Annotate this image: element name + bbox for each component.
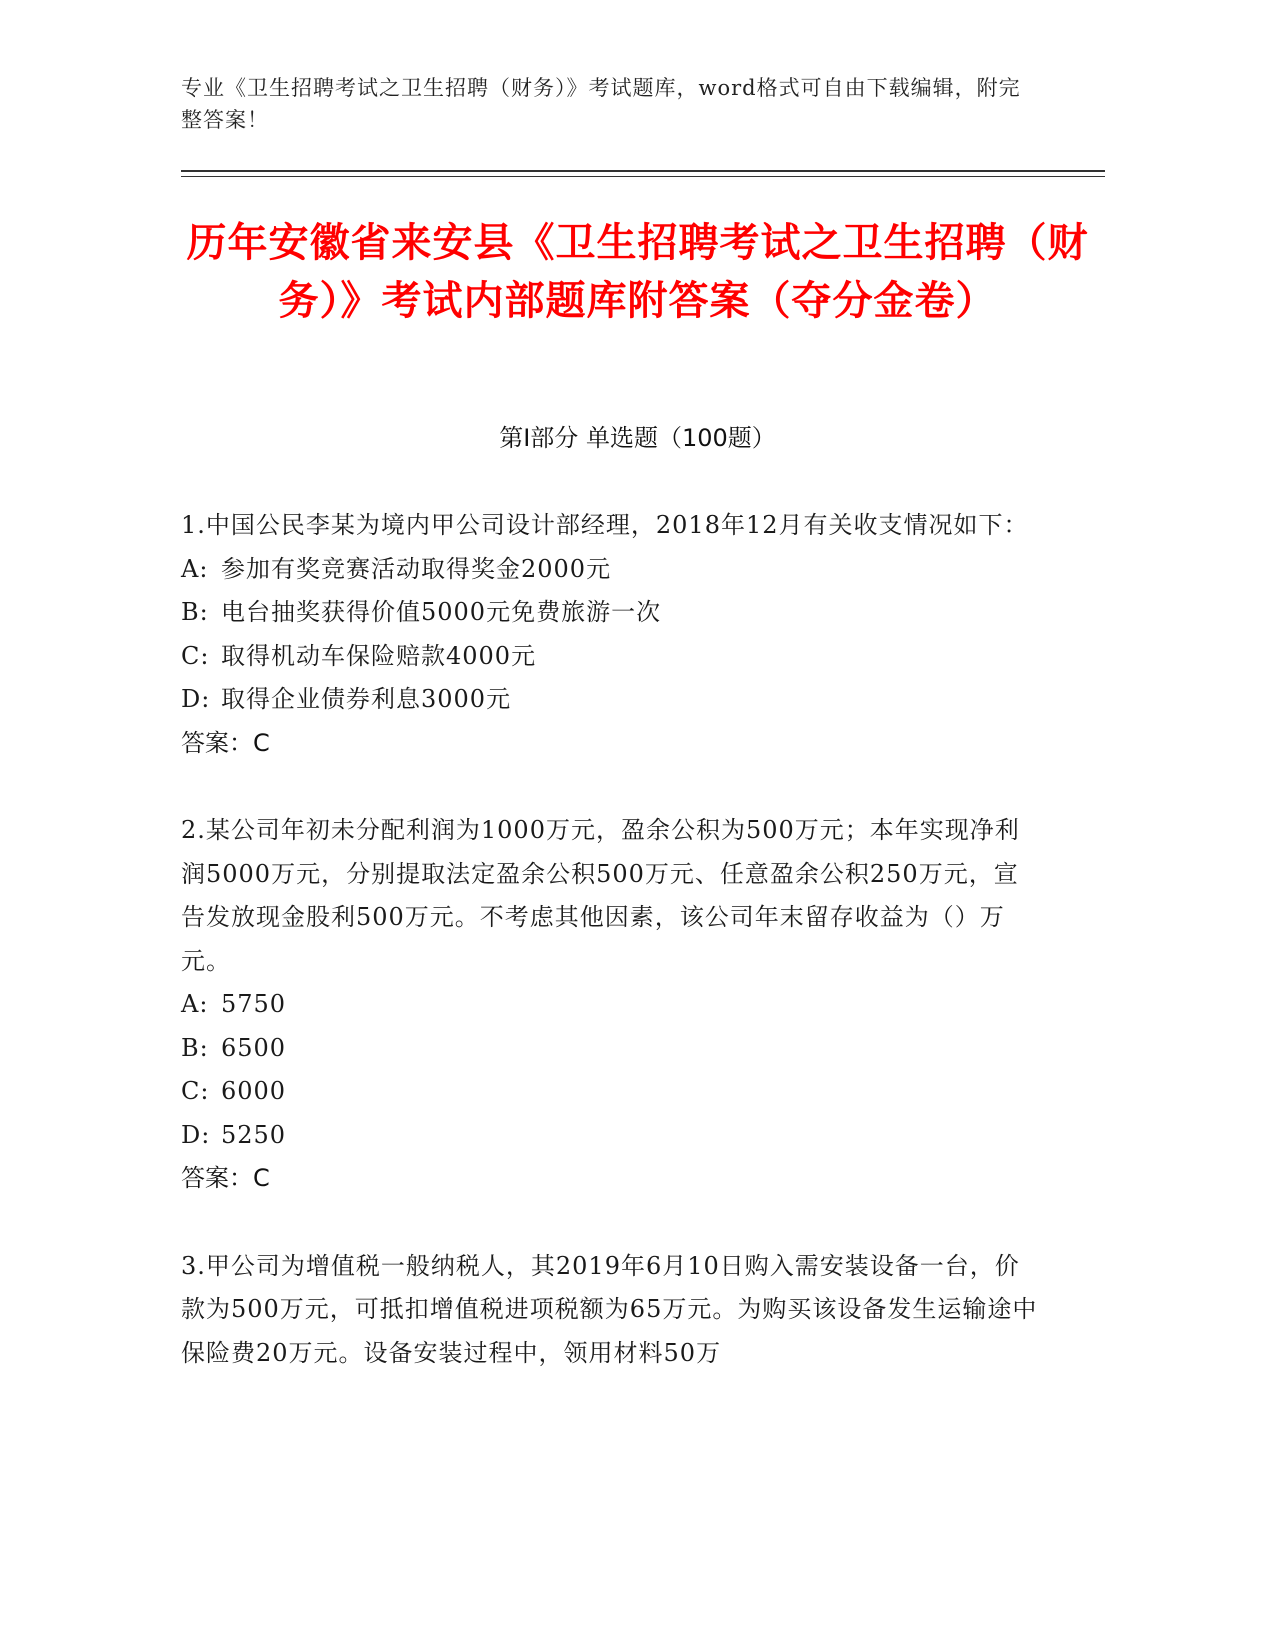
option-c [181, 635, 1041, 679]
answer-line: 答案：C [181, 728, 270, 757]
option-a [181, 548, 1041, 592]
option-label: A: [181, 554, 209, 583]
option-label: A: [181, 990, 209, 1018]
option-text: 电台抽奖获得价值5000元免费旅游一次 [221, 598, 662, 626]
option-text: 参加有奖竞赛活动取得奖金2000元 [221, 554, 612, 583]
option-text: 5750 [221, 990, 287, 1018]
answer-line: 答案：C [181, 1164, 270, 1192]
option-b [181, 1027, 1041, 1071]
option-text: 6500 [221, 1033, 287, 1062]
question-list [181, 504, 1041, 1419]
document-title: 历年安徽省来安县《卫生招聘考试之卫生招聘（财务）》考试内部题库附答案（夺分金卷） [186, 220, 1089, 324]
header-divider [181, 170, 1105, 172]
option-d [181, 1114, 1041, 1158]
option-text: 取得企业债券利息3000元 [221, 685, 512, 713]
option-b [181, 591, 1041, 635]
header-divider-thin [181, 176, 1105, 177]
option-a [181, 983, 1041, 1027]
question-stem: 2.某公司年初未分配利润为1000万元，盈余公积为500万元；本年实现净利润5000万元，分别提取法定盈余公积500万元、任意盈余公积250万元，宣告发放现金股利500万元。不考虑其他因素，该公司年末留存收益为（）万元。 [181, 816, 1020, 975]
option-c [181, 1070, 1041, 1114]
option-label: B: [181, 1033, 209, 1062]
option-text: 6000 [221, 1077, 287, 1105]
option-d [181, 678, 1041, 722]
option-label: B: [181, 598, 209, 626]
question-stem: 1.中国公民李某为境内甲公司设计部经理，2018年12月有关收支情况如下： [181, 511, 1029, 539]
option-text: 5250 [221, 1120, 287, 1149]
option-label: C: [181, 1077, 210, 1105]
option-label: D: [181, 1120, 211, 1149]
question-3 [181, 1245, 1041, 1376]
header-note: 专业《卫生招聘考试之卫生招聘（财务）》考试题库，word格式可自由下载编辑，附完整答案！ [181, 76, 1021, 132]
option-label: C: [181, 641, 210, 670]
question-2 [181, 809, 1041, 1201]
option-text: 取得机动车保险赔款4000元 [221, 641, 537, 670]
option-label: D: [181, 685, 211, 713]
section-title: 第Ⅰ部分 单选题（100题） [499, 424, 776, 452]
question-stem: 3.甲公司为增值税一般纳税人，其2019年6月10日购入需安装设备一台，价款为500万元，可抵扣增值税进项税额为65万元。为购买该设备发生运输途中保险费20万元。设备安装过程中，领用材料50万 [181, 1251, 1038, 1367]
question-1 [181, 504, 1041, 765]
